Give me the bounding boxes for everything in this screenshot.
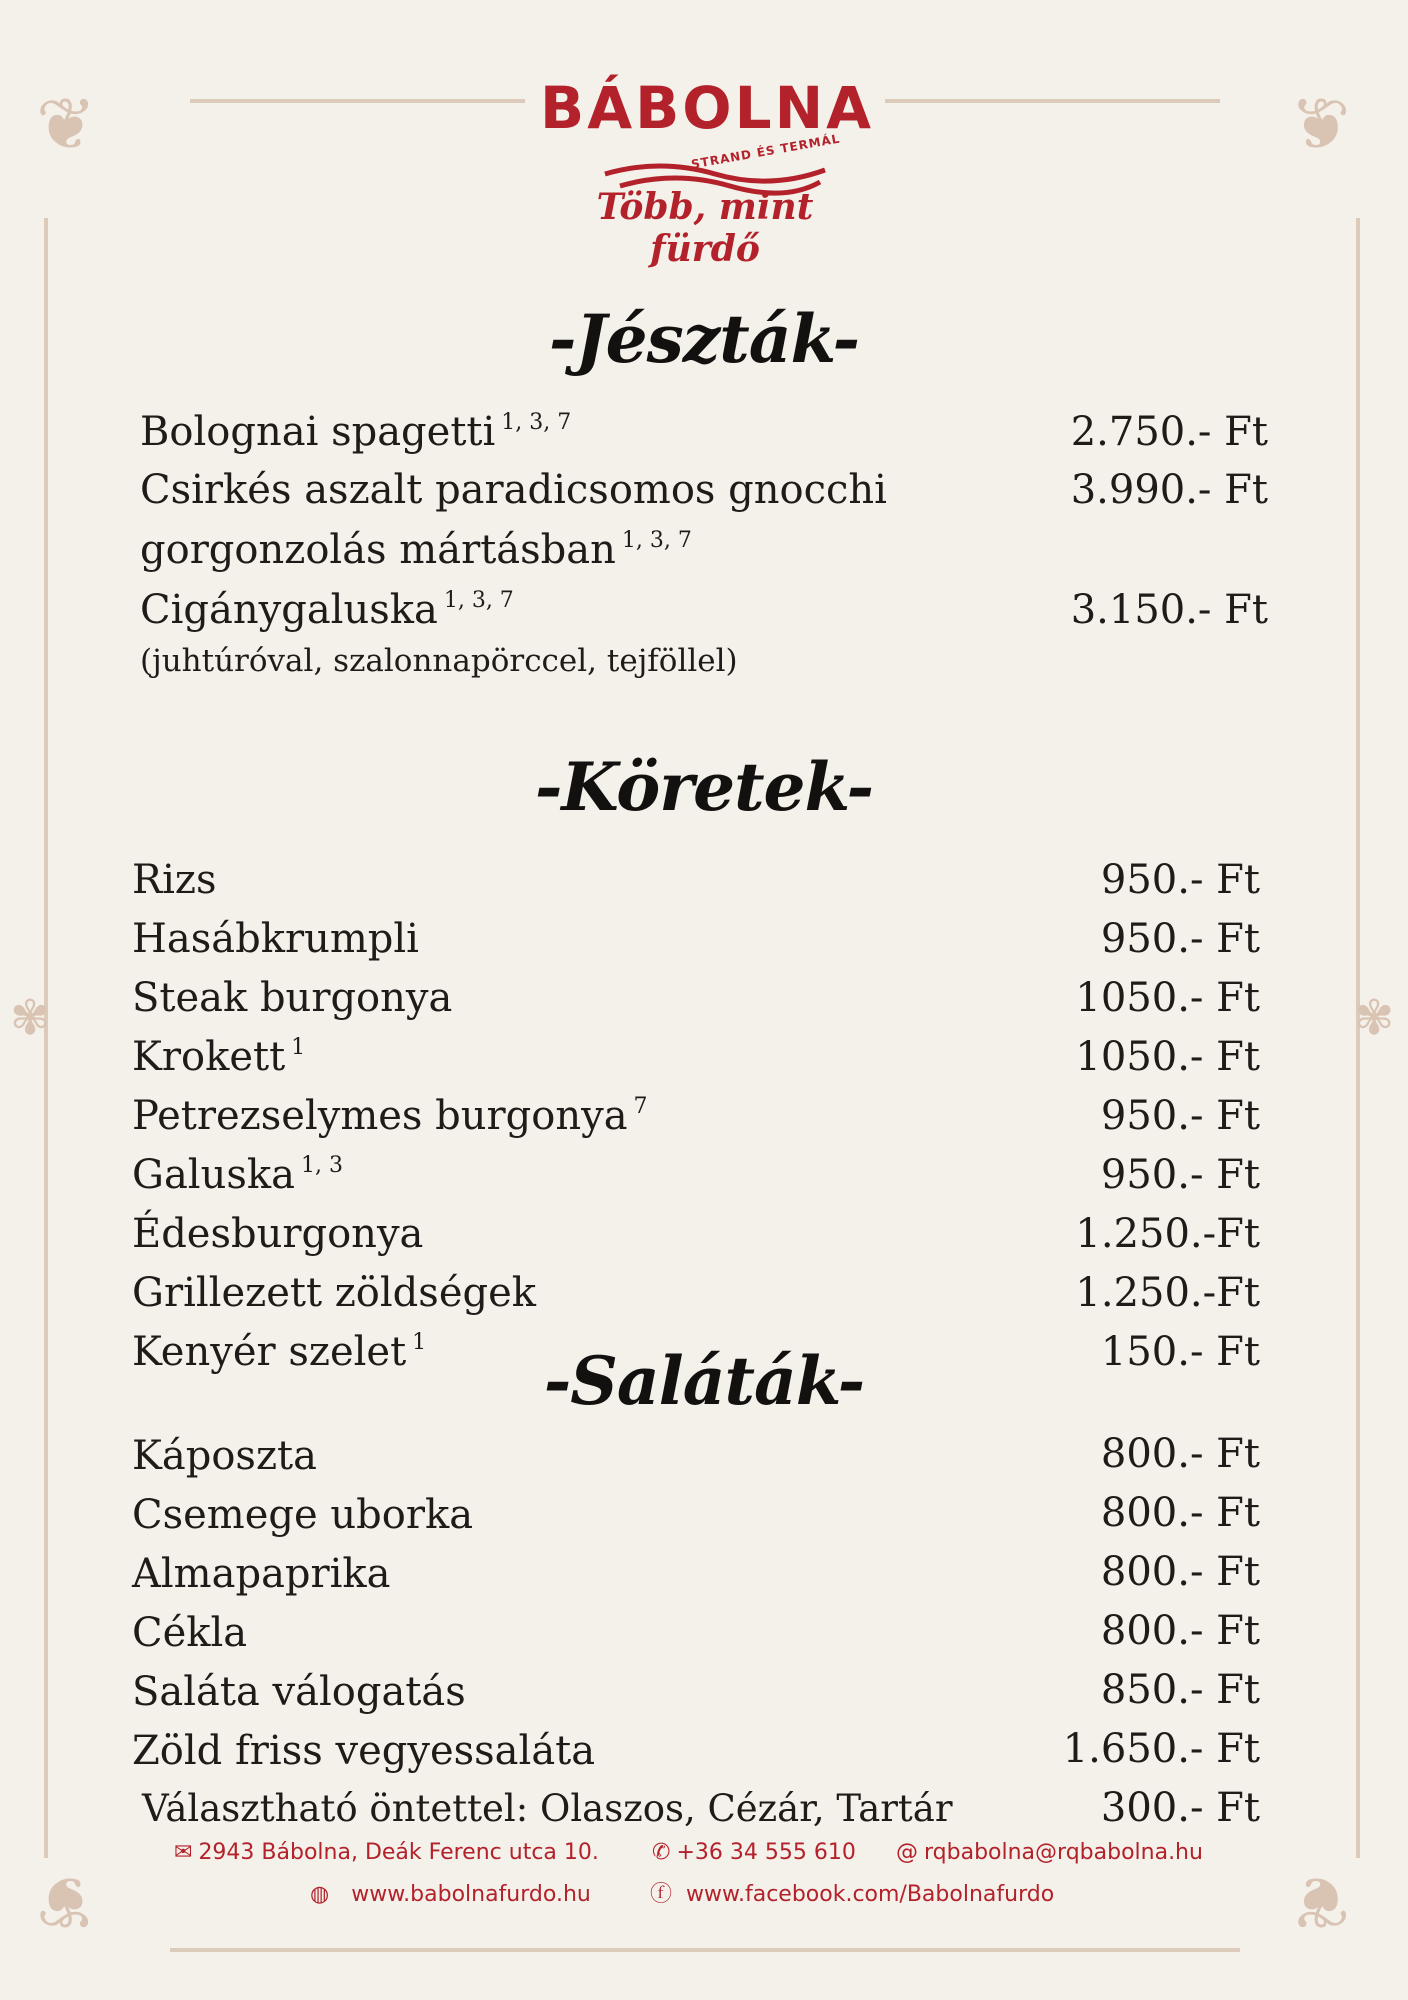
item-name: Almapaprika — [132, 1551, 391, 1597]
item-price: 800.- Ft — [1100, 1490, 1260, 1536]
item-name: Petrezselymes burgonya — [132, 1093, 628, 1139]
item-price: 800.- Ft — [1100, 1608, 1260, 1654]
address-text: 2943 Bábolna, Deák Ferenc utca 10. — [198, 1840, 599, 1865]
item-name: Bolognai spagetti — [140, 409, 496, 455]
menu-item — [132, 1610, 248, 1656]
item-name-line2: gorgonzolás mártásban — [140, 527, 616, 573]
footer-address — [174, 1842, 599, 1864]
frame-top-left-line — [190, 99, 525, 103]
menu-item — [140, 587, 514, 633]
item-price: 2.750.- Ft — [1070, 409, 1268, 455]
item-price: 950.- Ft — [1100, 916, 1260, 962]
menu-item — [132, 1728, 596, 1774]
item-price: 3.990.- Ft — [1070, 467, 1268, 513]
allergen-codes: 1, 3, 7 — [443, 588, 514, 613]
flourish-icon: ❦ — [1290, 1860, 1351, 1944]
item-price: 1.650.- Ft — [1062, 1726, 1260, 1772]
item-price: 1050.- Ft — [1075, 975, 1260, 1021]
item-price: 150.- Ft — [1100, 1329, 1260, 1375]
flourish-icon: ❦ — [36, 82, 97, 166]
flourish-icon: ✾ — [1354, 990, 1395, 1046]
item-name: Galuska — [132, 1152, 295, 1198]
item-price: 1050.- Ft — [1075, 1034, 1260, 1080]
phone-icon: ✆ — [652, 1840, 671, 1865]
footer-phone[interactable] — [652, 1842, 856, 1864]
frame-top-right-line — [885, 99, 1220, 103]
item-name: Cékla — [132, 1610, 248, 1656]
footer-facebook[interactable] — [650, 1884, 1054, 1906]
logo-name: BÁBOLNA — [540, 74, 874, 142]
section-title-pasta: -Jészták- — [549, 300, 859, 378]
allergen-codes: 7 — [633, 1094, 648, 1119]
logo-subtitle: STRAND ÉS TERMÁL — [690, 131, 842, 172]
mail-icon: ✉ — [174, 1840, 193, 1865]
menu-item — [132, 1433, 317, 1479]
menu-item — [132, 1211, 424, 1257]
menu-item — [132, 1152, 343, 1198]
item-name: Zöld friss vegyessaláta — [132, 1728, 596, 1774]
flourish-icon: ❦ — [1290, 82, 1351, 166]
allergen-codes: 1 — [412, 1330, 427, 1355]
brand-logo — [540, 60, 874, 270]
flourish-icon: ✾ — [10, 990, 51, 1046]
menu-item — [132, 1669, 466, 1715]
menu-item — [132, 975, 453, 1021]
item-price: 850.- Ft — [1100, 1667, 1260, 1713]
frame-bottom-line — [170, 1948, 1240, 1952]
allergen-codes: 1, 3, 7 — [621, 528, 692, 553]
flourish-icon: ❦ — [36, 1860, 97, 1944]
item-price: 950.- Ft — [1100, 1152, 1260, 1198]
menu-item — [132, 916, 419, 962]
allergen-codes: 1, 3, 7 — [501, 410, 572, 435]
menu-item-continued — [140, 527, 692, 573]
item-name: Saláta válogatás — [132, 1669, 466, 1715]
footer-email[interactable] — [896, 1842, 1203, 1864]
facebook-icon: ⓕ — [650, 1882, 673, 1907]
item-name: Csirkés aszalt paradicsomos gnocchi — [140, 467, 887, 513]
item-name: Cigánygaluska — [140, 587, 438, 633]
item-name: Káposzta — [132, 1433, 317, 1479]
footer-website[interactable] — [310, 1884, 591, 1906]
item-name: Rizs — [132, 857, 217, 903]
website-text: www.babolnafurdo.hu — [351, 1882, 591, 1907]
item-name: Grillezett zöldségek — [132, 1270, 537, 1316]
globe-icon: ◍ — [310, 1882, 330, 1907]
email-text: rqbabolna@rqbabolna.hu — [924, 1840, 1203, 1865]
item-price: 800.- Ft — [1100, 1549, 1260, 1595]
item-name: Krokett — [132, 1034, 286, 1080]
logo-tagline: Több, mint fürdő — [596, 186, 814, 270]
item-name: Édesburgonya — [132, 1211, 424, 1257]
item-price: 950.- Ft — [1100, 857, 1260, 903]
menu-item — [140, 409, 572, 455]
item-name: Steak burgonya — [132, 975, 453, 1021]
menu-item — [140, 467, 887, 513]
menu-item — [132, 1034, 306, 1080]
allergen-codes: 1 — [291, 1035, 306, 1060]
menu-item — [142, 1787, 953, 1830]
item-note: (juhtúróval, szalonnapörccel, tejföllel) — [140, 643, 738, 679]
item-price: 1.250.-Ft — [1075, 1270, 1260, 1316]
section-title-salads: -Saláták- — [543, 1342, 865, 1420]
item-name: Kenyér szelet — [132, 1329, 407, 1375]
phone-text: +36 34 555 610 — [676, 1840, 856, 1865]
item-price: 800.- Ft — [1100, 1431, 1260, 1477]
item-name: Hasábkrumpli — [132, 916, 419, 962]
at-icon: @ — [896, 1840, 918, 1865]
item-price: 1.250.-Ft — [1075, 1211, 1260, 1257]
item-price: 300.- Ft — [1100, 1785, 1260, 1831]
menu-item — [132, 1093, 648, 1139]
item-name: Választható öntettel: Olaszos, Cézár, Tartár — [142, 1787, 953, 1830]
menu-item — [132, 1551, 391, 1597]
facebook-text: www.facebook.com/Babolnafurdo — [686, 1882, 1055, 1907]
item-price: 950.- Ft — [1100, 1093, 1260, 1139]
allergen-codes: 1, 3 — [300, 1153, 343, 1178]
menu-item — [132, 1492, 474, 1538]
item-name: Csemege uborka — [132, 1492, 474, 1538]
item-price: 3.150.- Ft — [1070, 587, 1268, 633]
section-title-sides: -Köretek- — [534, 748, 873, 826]
menu-item — [132, 1270, 537, 1316]
menu-item — [132, 857, 217, 903]
